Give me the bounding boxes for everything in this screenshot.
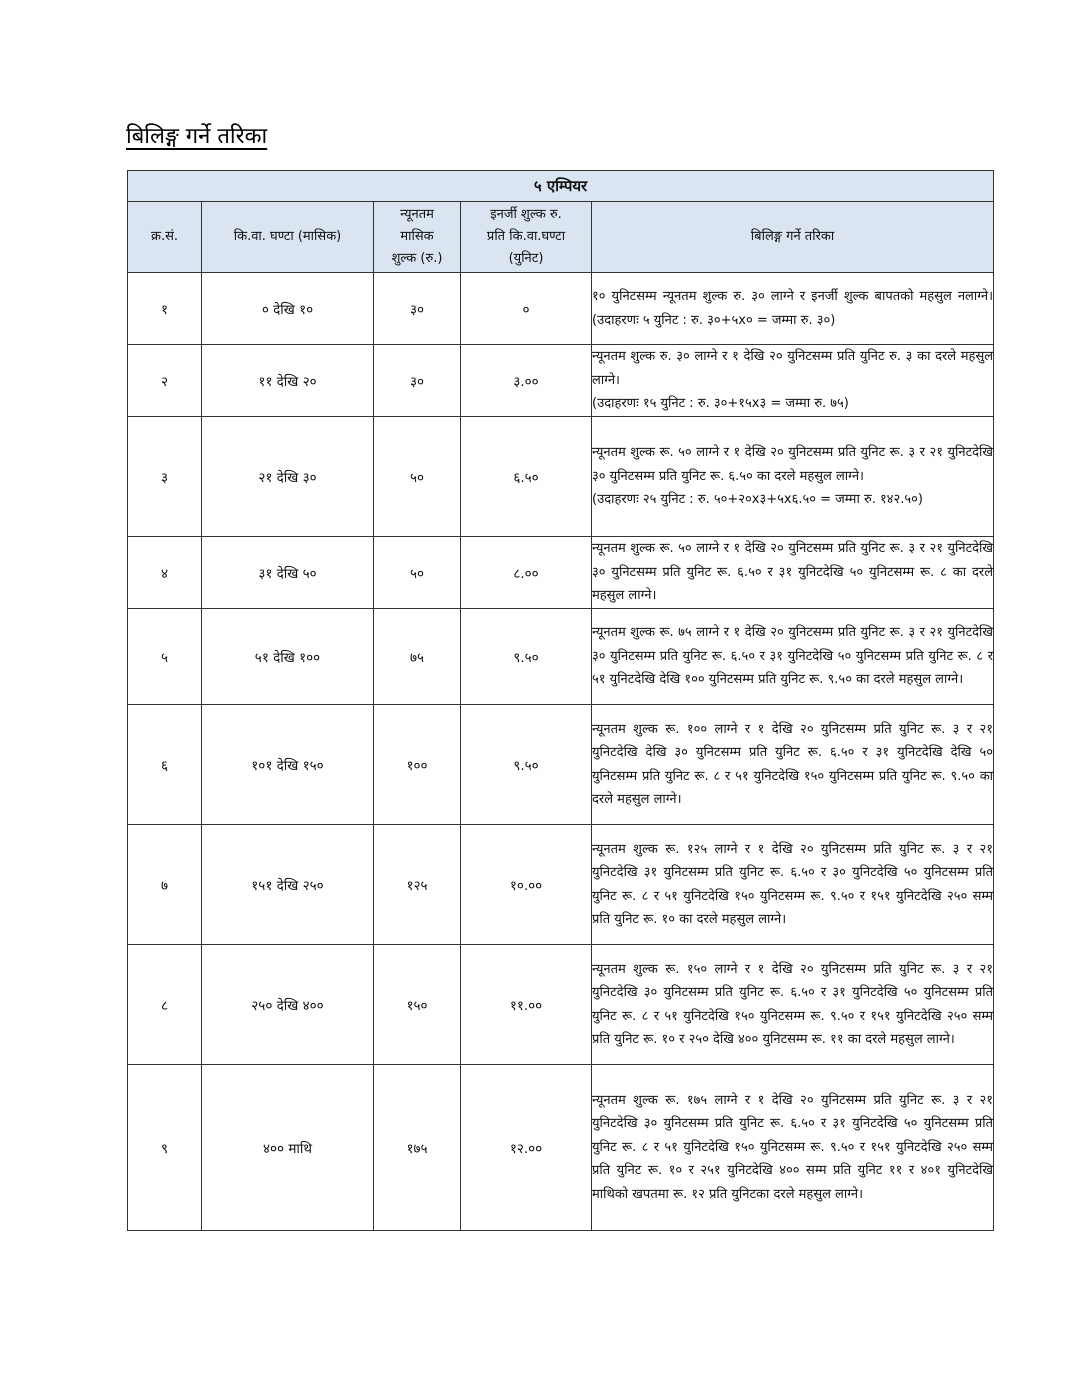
minimum-charge-cell: ५० xyxy=(374,417,461,537)
table-row xyxy=(128,945,994,1065)
billing-method-text: न्यूनतम शुल्क रू. १५० लाग्ने र १ देखि २० युनिटसम्म प्रति युनिट रू. ३ र २१ युनिटदेखि ३० युनिटसम्म प्रति युनिट रू. ६.५० र ३१ युनिटदेखि ५० युनिटसम्म प्रति युनिट रू. ८ र ५१ युनिटदेखि १५० युनिटसम्म रू. ९.५० र १५१ युनिटदेखि २५० सम्म प्रति युनिट रू. १० र २५० देखि ४०० युनिटसम्म रू. ११ का दरले महसुल लाग्ने। xyxy=(592,961,994,1047)
minimum-charge-cell: ५० xyxy=(374,537,461,609)
table-row xyxy=(128,609,994,705)
billing-method-text: न्यूनतम शुल्क रु. ३० लाग्ने र १ देखि २० युनिटसम्म प्रति युनिट रु. ३ का दरले महसुल लाग्ने। xyxy=(592,349,994,388)
billing-method-text: १० युनिटसम्म न्यूनतम शुल्क रु. ३० लाग्ने र इनर्जी शुल्क बापतको महसुल नलाग्ने। (उदाहरणः ५ युनिट : रु. ३०+५x० = जम्मा रु. ३०) xyxy=(592,289,994,328)
column-header-sn: क्र.सं. xyxy=(128,202,202,273)
minimum-charge-cell: १५० xyxy=(374,945,461,1065)
table-row xyxy=(128,705,994,825)
serial-number-cell: ३ xyxy=(128,417,202,537)
serial-number-cell: ५ xyxy=(128,609,202,705)
serial-number-cell: ८ xyxy=(128,945,202,1065)
billing-method-text: न्यूनतम शुल्क रू. १०० लाग्ने र १ देखि २० युनिटसम्म प्रति युनिट रू. ३ र २१ युनिटदेखि देखि ३० युनिटसम्म प्रति युनिट रू. ६.५० र ३१ युनिटदेखि देखि ५० युनिटसम्म प्रति युनिट रू. ८ र ५१ युनिटदेखि १५० युनिटसम्म प्रति युनिट रू. ९.५० का दरले महसुल लाग्ने। xyxy=(592,721,994,807)
billing-method-cell xyxy=(592,417,994,537)
table-row xyxy=(128,825,994,945)
billing-method-text: न्यूनतम शुल्क रू. ५० लाग्ने र १ देखि २० युनिटसम्म प्रति युनिट रू. ३ र २१ युनिटदेखि ३० युनिटसम्म प्रति युनिट रू. ६.५० का दरले महसुल लाग्ने। xyxy=(592,445,994,484)
billing-method-cell xyxy=(592,609,994,705)
energy-rate-cell: ९.५० xyxy=(461,609,592,705)
energy-rate-cell: ८.०० xyxy=(461,537,592,609)
kwh-range-cell: ३१ देखि ५० xyxy=(202,537,374,609)
kwh-range-cell: ४०० माथि xyxy=(202,1065,374,1231)
kwh-range-cell: २५० देखि ४०० xyxy=(202,945,374,1065)
billing-method-cell xyxy=(592,705,994,825)
serial-number-cell: ६ xyxy=(128,705,202,825)
billing-method-cell xyxy=(592,1065,994,1231)
billing-method-text: न्यूनतम शुल्क रू. १२५ लाग्ने र १ देखि २० युनिटसम्म प्रति युनिट रू. ३ र २१ युनिटदेखि ३१ युनिटसम्म प्रति युनिट रू. ६.५० र ३० युनिटदेखि ५० युनिटसम्म प्रति युनिट रू. ८ र ५१ युनिटदेखि १५० युनिटसम्म रू. ९.५० र १५१ युनिटदेखि २५० सम्म प्रति युनिट रू. १० का दरले महसुल लाग्ने। xyxy=(592,841,994,927)
column-header-method: बिलिङ्ग गर्ने तरिका xyxy=(592,202,994,273)
energy-rate-cell: ६.५० xyxy=(461,417,592,537)
minimum-charge-cell: १७५ xyxy=(374,1065,461,1231)
billing-method-text: न्यूनतम शुल्क रू. ७५ लाग्ने र १ देखि २० युनिटसम्म प्रति युनिट रू. ३ र २१ युनिटदेखि ३० युनिटसम्म प्रति युनिट रू. ६.५० र ३१ युनिटदेखि ५० युनिटसम्म प्रति युनिट रू. ८ र ५१ युनिटदेखि देखि १०० युनिटसम्म प्रति युनिट रू. ९.५० का दरले महसुल लाग्ने। xyxy=(592,625,994,688)
column-header-energy-line: (युनिट) xyxy=(508,251,544,266)
energy-rate-cell: ३.०० xyxy=(461,345,592,417)
column-header-min-line: शुल्क (रु.) xyxy=(391,251,443,266)
serial-number-cell: ७ xyxy=(128,825,202,945)
billing-method-cell xyxy=(592,945,994,1065)
column-header-energy-line: इनर्जी शुल्क रु. xyxy=(490,207,562,222)
table-row xyxy=(128,273,994,345)
kwh-range-cell: ० देखि १० xyxy=(202,273,374,345)
billing-method-cell xyxy=(592,273,994,345)
energy-rate-cell: १२.०० xyxy=(461,1065,592,1231)
column-header-kwh: कि.वा. घण्टा (मासिक) xyxy=(202,202,374,273)
serial-number-cell: २ xyxy=(128,345,202,417)
serial-number-cell: १ xyxy=(128,273,202,345)
table-body xyxy=(128,273,994,1231)
kwh-range-cell: १५१ देखि २५० xyxy=(202,825,374,945)
billing-method-cell xyxy=(592,825,994,945)
column-header-min-line: न्यूनतम xyxy=(400,207,434,222)
column-header-energy-charge xyxy=(461,202,592,273)
table-row xyxy=(128,537,994,609)
table-row xyxy=(128,417,994,537)
table-row xyxy=(128,345,994,417)
billing-method-cell xyxy=(592,537,994,609)
minimum-charge-cell: ७५ xyxy=(374,609,461,705)
billing-method-text: न्यूनतम शुल्क रू. १७५ लाग्ने र १ देखि २० युनिटसम्म प्रति युनिट रू. ३ र २१ युनिटदेखि ३० युनिटसम्म प्रति युनिट रू. ६.५० र ३१ युनिटदेखि ५० युनिटसम्म प्रति युनिट रू. ८ र ५१ युनिटदेखि १५० युनिटसम्म रू. ९.५० र १५१ युनिटदेखि २५० सम्म प्रति युनिट रू. १० र २५१ युनिटदेखि ४०० सम्म प्रति युनिट ११ र ४०१ युनिटदेखि माथिको खपतमा रू. १२ प्रति युनिटका दरले महसुल लाग्ने। xyxy=(592,1092,994,1202)
minimum-charge-cell: १०० xyxy=(374,705,461,825)
billing-method-text: (उदाहरणः २५ युनिट : रु. ५०+२०x३+५x६.५० = जम्मा रु. १४२.५०) xyxy=(592,492,924,508)
column-header-energy-line: प्रति कि.वा.घण्टा xyxy=(486,229,566,244)
energy-rate-cell: ११.०० xyxy=(461,945,592,1065)
page-title: बिलिङ्ग गर्ने तरिका xyxy=(126,124,268,149)
kwh-range-cell: १०१ देखि १५० xyxy=(202,705,374,825)
serial-number-cell: ९ xyxy=(128,1065,202,1231)
column-header-min-line: मासिक xyxy=(400,229,434,244)
minimum-charge-cell: १२५ xyxy=(374,825,461,945)
energy-rate-cell: ९.५० xyxy=(461,705,592,825)
ampere-header: ५ एम्पियर xyxy=(128,171,994,202)
serial-number-cell: ४ xyxy=(128,537,202,609)
kwh-range-cell: ५१ देखि १०० xyxy=(202,609,374,705)
energy-rate-cell: १०.०० xyxy=(461,825,592,945)
energy-rate-cell: ० xyxy=(461,273,592,345)
minimum-charge-cell: ३० xyxy=(374,345,461,417)
minimum-charge-cell: ३० xyxy=(374,273,461,345)
column-header-min-charge xyxy=(374,202,461,273)
billing-method-cell xyxy=(592,345,994,417)
kwh-range-cell: २१ देखि ३० xyxy=(202,417,374,537)
tariff-table xyxy=(127,170,994,1231)
kwh-range-cell: ११ देखि २० xyxy=(202,345,374,417)
billing-method-text: न्यूनतम शुल्क रू. ५० लाग्ने र १ देखि २० युनिटसम्म प्रति युनिट रू. ३ र २१ युनिटदेखि ३० युनिटसम्म प्रति युनिट रू. ६.५० र ३१ युनिटदेखि ५० युनिटसम्म रू. ८ का दरले महसुल लाग्ने। xyxy=(592,541,994,604)
billing-method-text: (उदाहरणः १५ युनिट : रु. ३०+१५x३ = जम्मा रु. ७५) xyxy=(592,396,849,412)
table-row xyxy=(128,1065,994,1231)
